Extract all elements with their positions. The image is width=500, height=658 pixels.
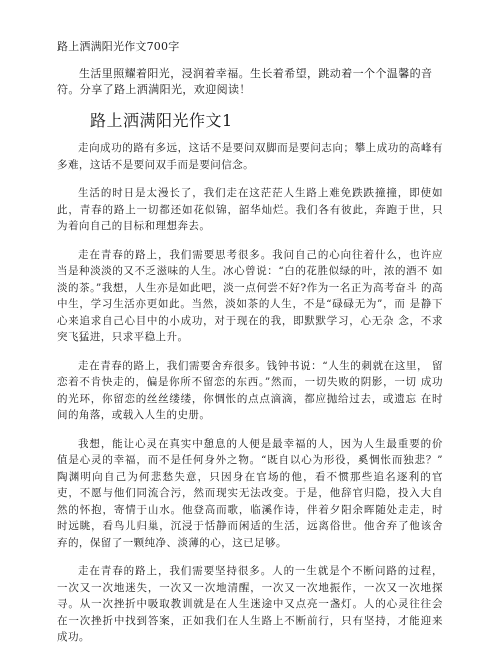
body-paragraph-5: 我想，能让心灵在真实中憩息的人便是最幸福的人，因为人生最重要的价 值是心灵的幸福，而不是任何身外之物。“既自以心为形役，奚惆怅而独悲？” 陶渊明向自己为何悲愁失意，只因身在官场的他，看不惯那些追名逐利的官 吏，不愿与他们同流合污，然而现实无法改变。于是，他辞官归隐，投入大自 然的怀抱，寄情于山水。他登高而歌，临溪作诗，伴着夕阳余晖随处走走，时 时远眺，看鸟儿归巢，沉浸于恬静而闲适的生活，远离俗世。他舍弃了他该舍 弃的，保留了一颗纯净、淡薄的心，这已足够。: [57, 437, 443, 549]
document-title: 路上洒满阳光作文700字: [57, 40, 180, 53]
body-paragraph-3: 走在青春的路上，我们需要思考很多。我问自己的心向往着什么，也许应 当是种淡淡的又不乏滋味的人生。冰心曾说：“白的花胜似绿的叶，浓的酒不 如淡的茶。”我想，人生亦是如此吧，淡一点何尝不好?作为一名正为高考奋斗 的高中生，学习生活亦更如此。当然，淡如茶的人生，不是“碌碌无为”，而 是静下心来追求自己心目中的小成功，对于现在的我，即默默学习，心无杂 念，不求突飞猛进，只求平稳上升。: [57, 248, 443, 343]
essay-body: [57, 140, 443, 658]
intro-paragraph: 生活里照耀着阳光，浸润着幸福。生长着希望，跳动着一个个温馨的音 符。分享了路上洒满阳光，欢迎阅读！: [57, 67, 433, 96]
body-paragraph-1: 走向成功的路有多远，这话不是要问双脚而是要问志向；攀上成功的高峰有多难，这话不是要问双手而是要问信念。: [57, 142, 443, 171]
body-paragraph-4: 走在青春的路上，我们需要舍弃很多。钱钟书说：“人生的刺就在这里， 留恋着不肯快走的，偏是你所不留恋的东西。”然而，一切失败的阴影，一切 成功的光环，你留恋的丝丝缕缕，你惆怅的点点滴滴，都应抛给过去，或遗忘 在时间的角落，或载入人生的史册。: [57, 359, 443, 421]
essay-heading: 路上洒满阳光作文1: [90, 111, 233, 130]
body-paragraph-2: 生活的时日是太漫长了，我们走在这茫茫人生路上难免跌跌撞撞，即使如 此，青春的路上一切都还如花似锦，韶华灿烂。我们各有彼此，奔跑于世，只 为着向自己的目标和理想奔去。: [57, 187, 443, 232]
body-paragraph-6: 走在青春的路上，我们需要坚持很多。人的一生就是个不断问路的过程， 一次又一次地迷失，一次又一次地清醒，一次又一次地振作，一次又一次地探 寻。从一次挫折中吸取教训就是在人生迷途中又点亮一盏灯。人的心灵往往会 在一次挫折中找到答案，正如我们在人生路上不断前行，只有坚持，才能迎来 成功。: [57, 565, 443, 643]
